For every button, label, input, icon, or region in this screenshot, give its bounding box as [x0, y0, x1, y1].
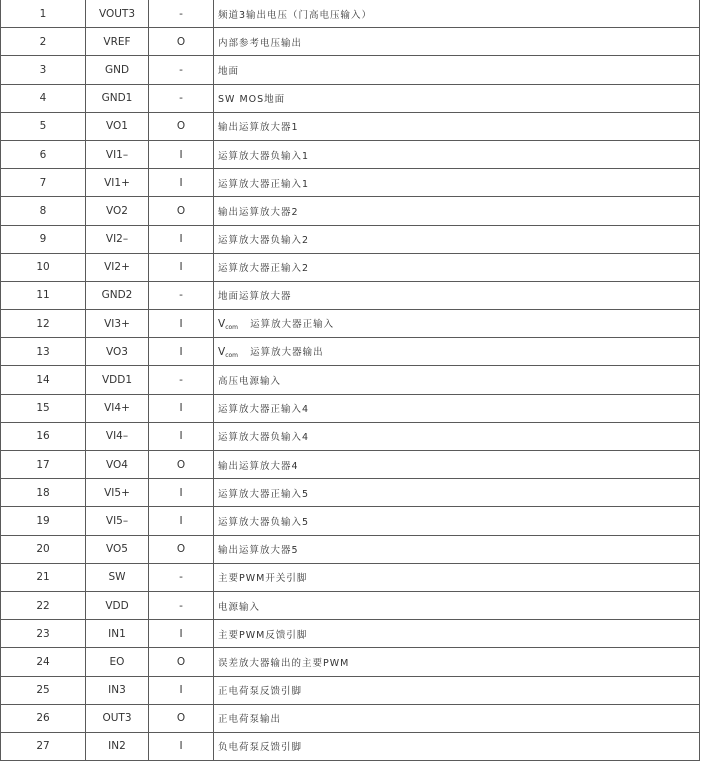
pin-io-type: I [149, 732, 214, 760]
pin-name: VI2+ [86, 253, 149, 281]
pin-name: GND1 [86, 84, 149, 112]
pin-io-type: I [149, 507, 214, 535]
pin-name: VI1+ [86, 169, 149, 197]
pin-row [1, 676, 700, 704]
pin-io-type: I [149, 422, 214, 450]
pin-description [214, 338, 700, 366]
pin-row [1, 169, 700, 197]
pin-description: 误差放大器输出的主要PWM [214, 648, 700, 676]
pin-row [1, 84, 700, 112]
pin-description: 运算放大器负输入1 [214, 140, 700, 168]
pin-name: EO [86, 648, 149, 676]
pin-description: 电源输入 [214, 591, 700, 619]
pin-name: VI4– [86, 422, 149, 450]
pin-number: 8 [1, 197, 86, 225]
pin-description-text: 运算放大器输出 [250, 347, 324, 359]
pin-description: 运算放大器负输入5 [214, 507, 700, 535]
pin-io-type: I [149, 253, 214, 281]
pin-row [1, 507, 700, 535]
pin-io-type: O [149, 648, 214, 676]
pin-description: 地面运算放大器 [214, 281, 700, 309]
pin-table-body [1, 0, 700, 761]
pin-name: VDD1 [86, 366, 149, 394]
vcom-symbol: V [218, 318, 226, 331]
pin-io-type: - [149, 84, 214, 112]
pin-row [1, 338, 700, 366]
pin-io-type: I [149, 310, 214, 338]
pin-io-type: I [149, 394, 214, 422]
pin-io-type: I [149, 676, 214, 704]
pin-name: VI3+ [86, 310, 149, 338]
pin-name: VDD [86, 591, 149, 619]
pin-name: IN3 [86, 676, 149, 704]
pin-row [1, 563, 700, 591]
pin-number: 25 [1, 676, 86, 704]
pin-description: 内部参考电压输出 [214, 28, 700, 56]
pin-name: VI5+ [86, 479, 149, 507]
pin-name: IN2 [86, 732, 149, 760]
pin-description: 输出运算放大器2 [214, 197, 700, 225]
pin-number: 15 [1, 394, 86, 422]
pin-description: 运算放大器正输入4 [214, 394, 700, 422]
pin-name: SW [86, 563, 149, 591]
pin-row [1, 225, 700, 253]
pin-io-type: O [149, 197, 214, 225]
pin-name: VO4 [86, 451, 149, 479]
pin-row [1, 732, 700, 760]
pin-description: 输出运算放大器5 [214, 535, 700, 563]
pin-number: 22 [1, 591, 86, 619]
pin-description: 地面 [214, 56, 700, 84]
pin-number: 10 [1, 253, 86, 281]
pin-name: VO5 [86, 535, 149, 563]
pin-description: 运算放大器负输入4 [214, 422, 700, 450]
pin-description: 主要PWM开关引脚 [214, 563, 700, 591]
pin-row [1, 591, 700, 619]
pin-row [1, 704, 700, 732]
pin-number: 18 [1, 479, 86, 507]
pin-io-type: O [149, 28, 214, 56]
pin-description: 负电荷泵反馈引脚 [214, 732, 700, 760]
pin-name: VI1– [86, 140, 149, 168]
vcom-symbol: V [218, 346, 226, 359]
pin-number: 17 [1, 451, 86, 479]
pin-number: 16 [1, 422, 86, 450]
pin-name: GND [86, 56, 149, 84]
pin-row [1, 620, 700, 648]
pin-description: 运算放大器正输入2 [214, 253, 700, 281]
pin-row [1, 422, 700, 450]
pin-row [1, 479, 700, 507]
pin-name: VO2 [86, 197, 149, 225]
pin-name: VREF [86, 28, 149, 56]
pin-io-type: O [149, 112, 214, 140]
pin-row [1, 366, 700, 394]
pin-number: 5 [1, 112, 86, 140]
pin-row [1, 394, 700, 422]
pin-number: 24 [1, 648, 86, 676]
pin-number: 21 [1, 563, 86, 591]
pin-description: 输出运算放大器4 [214, 451, 700, 479]
pin-number: 13 [1, 338, 86, 366]
pin-row [1, 451, 700, 479]
pin-number: 23 [1, 620, 86, 648]
pin-description: 输出运算放大器1 [214, 112, 700, 140]
pin-name: VI5– [86, 507, 149, 535]
pin-description: 运算放大器正输入1 [214, 169, 700, 197]
pin-name: VI2– [86, 225, 149, 253]
pin-io-type: - [149, 281, 214, 309]
pin-row [1, 310, 700, 338]
pin-row [1, 648, 700, 676]
pin-description-text: 运算放大器正输入 [250, 319, 335, 331]
pin-number: 1 [1, 0, 86, 28]
pin-name: VO3 [86, 338, 149, 366]
pin-name: VO1 [86, 112, 149, 140]
pin-description: SW MOS地面 [214, 84, 700, 112]
pin-description: 高压电源输入 [214, 366, 700, 394]
vcom-subscript: com [225, 352, 239, 360]
pin-number: 9 [1, 225, 86, 253]
pin-io-type: I [149, 479, 214, 507]
pin-number: 20 [1, 535, 86, 563]
pin-description: 运算放大器负输入2 [214, 225, 700, 253]
pin-description: 主要PWM反馈引脚 [214, 620, 700, 648]
pin-number: 4 [1, 84, 86, 112]
pin-io-type: - [149, 0, 214, 28]
pin-row [1, 140, 700, 168]
pin-io-type: O [149, 451, 214, 479]
pin-io-type: - [149, 366, 214, 394]
pin-number: 11 [1, 281, 86, 309]
pin-io-type: I [149, 620, 214, 648]
pin-io-type: - [149, 56, 214, 84]
pin-io-type: O [149, 535, 214, 563]
pin-io-type: I [149, 140, 214, 168]
pin-description: 正电荷泵输出 [214, 704, 700, 732]
pin-io-type: I [149, 338, 214, 366]
pin-number: 27 [1, 732, 86, 760]
vcom-subscript: com [225, 324, 239, 332]
pin-number: 6 [1, 140, 86, 168]
pin-io-type: - [149, 563, 214, 591]
pin-name: VOUT3 [86, 0, 149, 28]
pin-row [1, 253, 700, 281]
pin-row [1, 28, 700, 56]
pin-name: IN1 [86, 620, 149, 648]
pin-io-type: - [149, 591, 214, 619]
pin-description: 频道3输出电压（门高电压输入） [214, 0, 700, 28]
pin-row [1, 112, 700, 140]
pin-row [1, 197, 700, 225]
pin-number: 26 [1, 704, 86, 732]
pin-io-type: O [149, 704, 214, 732]
pin-row [1, 56, 700, 84]
pin-row [1, 535, 700, 563]
pin-number: 14 [1, 366, 86, 394]
pin-number: 3 [1, 56, 86, 84]
pin-description: 正电荷泵反馈引脚 [214, 676, 700, 704]
pin-io-type: I [149, 225, 214, 253]
pin-description [214, 310, 700, 338]
pin-name: VI4+ [86, 394, 149, 422]
pin-name: OUT3 [86, 704, 149, 732]
pin-number: 7 [1, 169, 86, 197]
pin-io-type: I [149, 169, 214, 197]
pin-description: 运算放大器正输入5 [214, 479, 700, 507]
pin-row [1, 0, 700, 28]
pin-number: 2 [1, 28, 86, 56]
pin-number: 19 [1, 507, 86, 535]
pin-row [1, 281, 700, 309]
pin-number: 12 [1, 310, 86, 338]
pin-name: GND2 [86, 281, 149, 309]
